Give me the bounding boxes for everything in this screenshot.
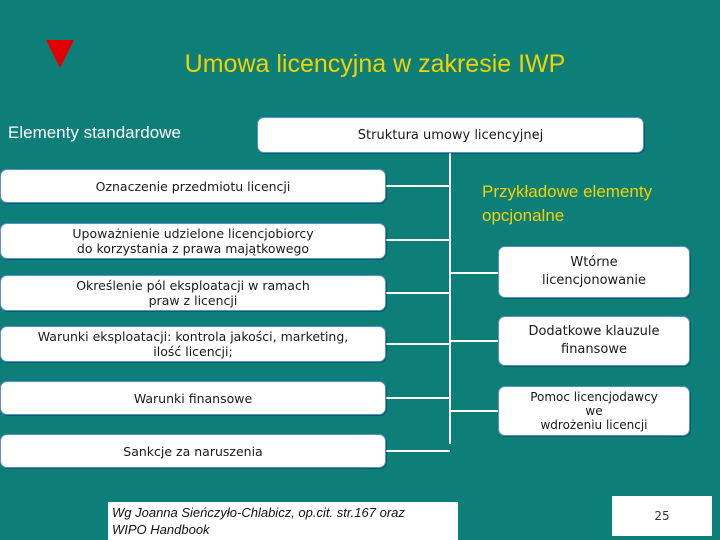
optional-element-1-line2: licencjonowanie	[542, 273, 646, 288]
standard-element-2-line2: do korzystania z prawa majątkowego	[76, 241, 310, 256]
connector-optional-1	[449, 272, 499, 274]
standard-element-box-4	[0, 326, 386, 362]
source-line2: WIPO Handbook	[112, 522, 210, 537]
connector-standard-3	[385, 292, 450, 294]
connector-optional-3	[449, 410, 499, 412]
root-box-label: Struktura umowy licencyjnej	[357, 127, 544, 143]
page-number: 25	[612, 496, 712, 536]
source-line1: Wg Joanna Sieńczyło-Chlabicz, op.cit. str.167 oraz	[112, 505, 405, 520]
optional-element-3-line3: wdrożeniu licencji	[540, 418, 648, 432]
standard-element-4-line1: Warunki eksploatacji: kontrola jakości, marketing,	[37, 329, 349, 344]
optional-element-2-line2: finansowe	[561, 342, 627, 357]
optional-elements-heading	[482, 180, 652, 228]
standard-element-5-line1: Warunki finansowe	[133, 390, 253, 406]
connector-standard-5	[385, 397, 450, 399]
optional-element-box-1	[498, 246, 690, 298]
standard-element-box-5	[0, 381, 386, 415]
standard-element-6-line1: Sankcje za naruszenia	[123, 443, 263, 459]
connector-standard-6	[385, 450, 450, 452]
vertical-connector-line	[449, 152, 451, 444]
connector-optional-2	[449, 340, 499, 342]
root-box-license-structure	[257, 117, 644, 153]
connector-standard-2	[385, 239, 450, 241]
optional-heading-line1: Przykładowe elementy	[482, 182, 653, 201]
connector-standard-4	[385, 343, 450, 345]
slide-title: Umowa licencyjna w zakresie IWP	[184, 50, 566, 78]
optional-element-box-2	[498, 316, 690, 366]
optional-heading-line2: opcjonalne	[482, 206, 565, 225]
standard-element-3-line1: Określenie pól eksploatacji w ramach	[76, 278, 310, 293]
standard-element-3-line2: praw z licencji	[148, 293, 238, 308]
standard-element-1-line1: Oznaczenie przedmiotu licencji	[95, 178, 291, 194]
optional-element-3-line2: we	[585, 404, 603, 418]
standard-element-box-2	[0, 223, 386, 259]
standard-element-box-1	[0, 169, 386, 203]
connector-standard-1	[385, 185, 450, 187]
standard-elements-heading: Elementy standardowe	[8, 123, 181, 142]
optional-element-3-line1: Pomoc licencjodawcy	[530, 390, 658, 404]
standard-element-box-6	[0, 434, 386, 468]
standard-element-4-line2: ilość licencji;	[153, 344, 233, 359]
optional-element-2-line1: Dodatkowe klauzule	[528, 324, 660, 339]
source-citation	[108, 502, 458, 540]
standard-element-2-line1: Upoważnienie udzielone licencjobiorcy	[72, 226, 314, 241]
optional-element-box-3	[498, 386, 690, 436]
optional-element-1-line1: Wtórne	[570, 255, 618, 270]
standard-element-box-3	[0, 275, 386, 311]
